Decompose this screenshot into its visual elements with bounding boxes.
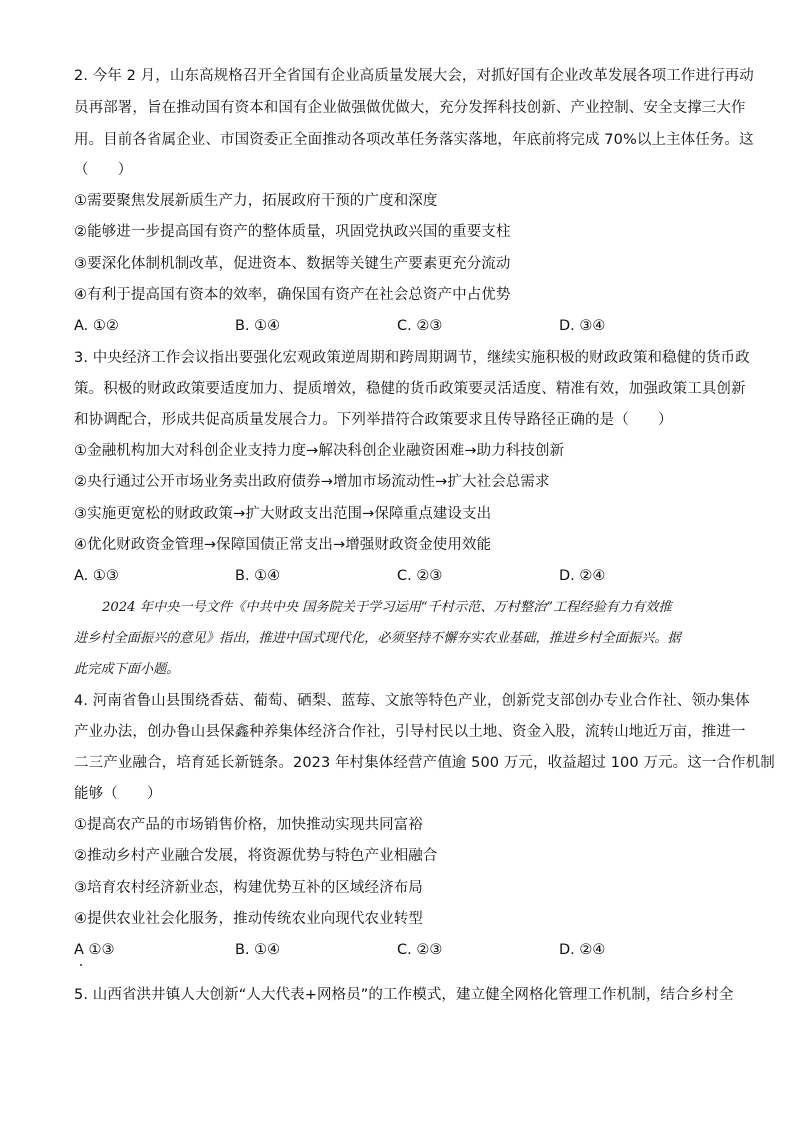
q4-option-c[interactable]: C. ②③ <box>397 942 443 958</box>
q2-option-b[interactable]: B. ①④ <box>235 318 281 334</box>
q4-statement: ①提高农产品的市场销售价格，加快推动实现共同富裕 <box>74 817 423 833</box>
q4-option-b[interactable]: B. ①④ <box>235 942 281 958</box>
q3-option-a[interactable]: A. ①③ <box>74 568 119 584</box>
q2-option-c[interactable]: C. ②③ <box>397 318 443 334</box>
q3-stem-line: 策。积极的财政政策要适度加力、提质增效，稳健的货币政策要灵活适度、精准有效，加强政策工具创新 <box>74 381 746 397</box>
q4-statement: ③培育农村经济新业态，构建优势互补的区域经济布局 <box>74 880 423 896</box>
q4-option-a[interactable]: A ①③ <box>74 942 115 958</box>
q3-option-b[interactable]: B. ①④ <box>235 568 281 584</box>
q2-option-a[interactable]: A. ①② <box>74 318 119 334</box>
q2-options <box>74 316 722 336</box>
q3-statement: ③实施更宽松的财政政策→扩大财政支出范围→保障重点建设支出 <box>74 506 492 522</box>
q3-options <box>74 566 722 586</box>
q4-stem-line: 二三产业融合，培育延长新链条。2023 年村集体经营产值逾 500 万元，收益超过 100 万元。这一合作机制 <box>74 755 775 771</box>
q3-statement: ①金融机构加大对科创企业支持力度→解决科创企业融资困难→助力科技创新 <box>74 443 565 459</box>
q2-statement: ①需要聚焦发展新质生产力，拓展政府干预的广度和深度 <box>74 193 438 209</box>
stray-dot <box>80 964 82 966</box>
q2-stem-line: 员再部署，旨在推动国有资本和国有企业做强做优做大，充分发挥科技创新、产业控制、安全支撑三大作 <box>74 100 746 116</box>
q2-answer-blank: （ ） <box>74 162 133 178</box>
q4-option-d[interactable]: D. ②④ <box>559 942 606 958</box>
q4-statement: ④提供农业社会化服务，推动传统农业向现代农业转型 <box>74 911 423 927</box>
q3-statement: ④优化财政资金管理→保障国债正常支出→增强财政资金使用效能 <box>74 537 492 553</box>
q2-statement: ②能够进一步提高国有资产的整体质量，巩固党执政兴国的重要支柱 <box>74 224 511 240</box>
q4-options <box>74 940 722 960</box>
material-line: 2024 年中央一号文件《中共中央 国务院关于学习运用“千村示范、万村整治”工程经验有力有效推 <box>102 600 672 615</box>
q5-stem-line: 5. 山西省洪井镇人大创新“人大代表+网格员”的工作模式，建立健全网格化管理工作机制，结合乡村全 <box>74 987 734 1003</box>
q4-stem-line: 4. 河南省鲁山县围绕香菇、葡萄、硒梨、蓝莓、文旅等特色产业，创新党支部创办专业合作社、领办集体 <box>74 693 750 709</box>
q4-stem-line: 产业办法，创办鲁山县保鑫种养集体经济合作社，引导村民以土地、资金入股，流转山地近万亩，推进一 <box>74 724 746 740</box>
q2-statement: ④有利于提高国有资本的效率，确保国有资产在社会总资产中占优势 <box>74 287 511 303</box>
q3-stem-line: 3. 中央经济工作会议指出要强化宏观政策逆周期和跨周期调节，继续实施积极的财政政策和稳健的货币政 <box>74 350 750 366</box>
q3-option-c[interactable]: C. ②③ <box>397 568 443 584</box>
q3-statement: ②央行通过公开市场业务卖出政府债券→增加市场流动性→扩大社会总需求 <box>74 474 550 490</box>
q3-option-d[interactable]: D. ②④ <box>559 568 606 584</box>
q3-stem-line: 和协调配合，形成共促高质量发展合力。下列举措符合政策要求且传导路径正确的是（ ） <box>74 412 673 428</box>
q2-statement: ③要深化体制机制改革，促进资本、数据等关键生产要素更充分流动 <box>74 256 511 272</box>
q4-stem-line: 能够（ ） <box>74 786 162 802</box>
q2-stem-line: 2. 今年 2 月，山东高规格召开全省国有企业高质量发展大会，对抓好国有企业改革发展各项工作进行再动 <box>74 68 754 84</box>
q4-statement: ②推动乡村产业融合发展，将资源优势与特色产业相融合 <box>74 848 438 864</box>
q2-option-d[interactable]: D. ③④ <box>559 318 606 334</box>
material-line: 进乡村全面振兴的意见》指出，推进中国式现代化，必须坚持不懈夯实农业基础，推进乡村全面振兴。据 <box>74 631 681 646</box>
material-line: 此完成下面小题。 <box>74 662 180 677</box>
q2-stem-line: 用。目前各省属企业、市国资委正全面推动各项改革任务落实落地，年底前将完成 70%以上主体任务。这 <box>74 132 754 148</box>
